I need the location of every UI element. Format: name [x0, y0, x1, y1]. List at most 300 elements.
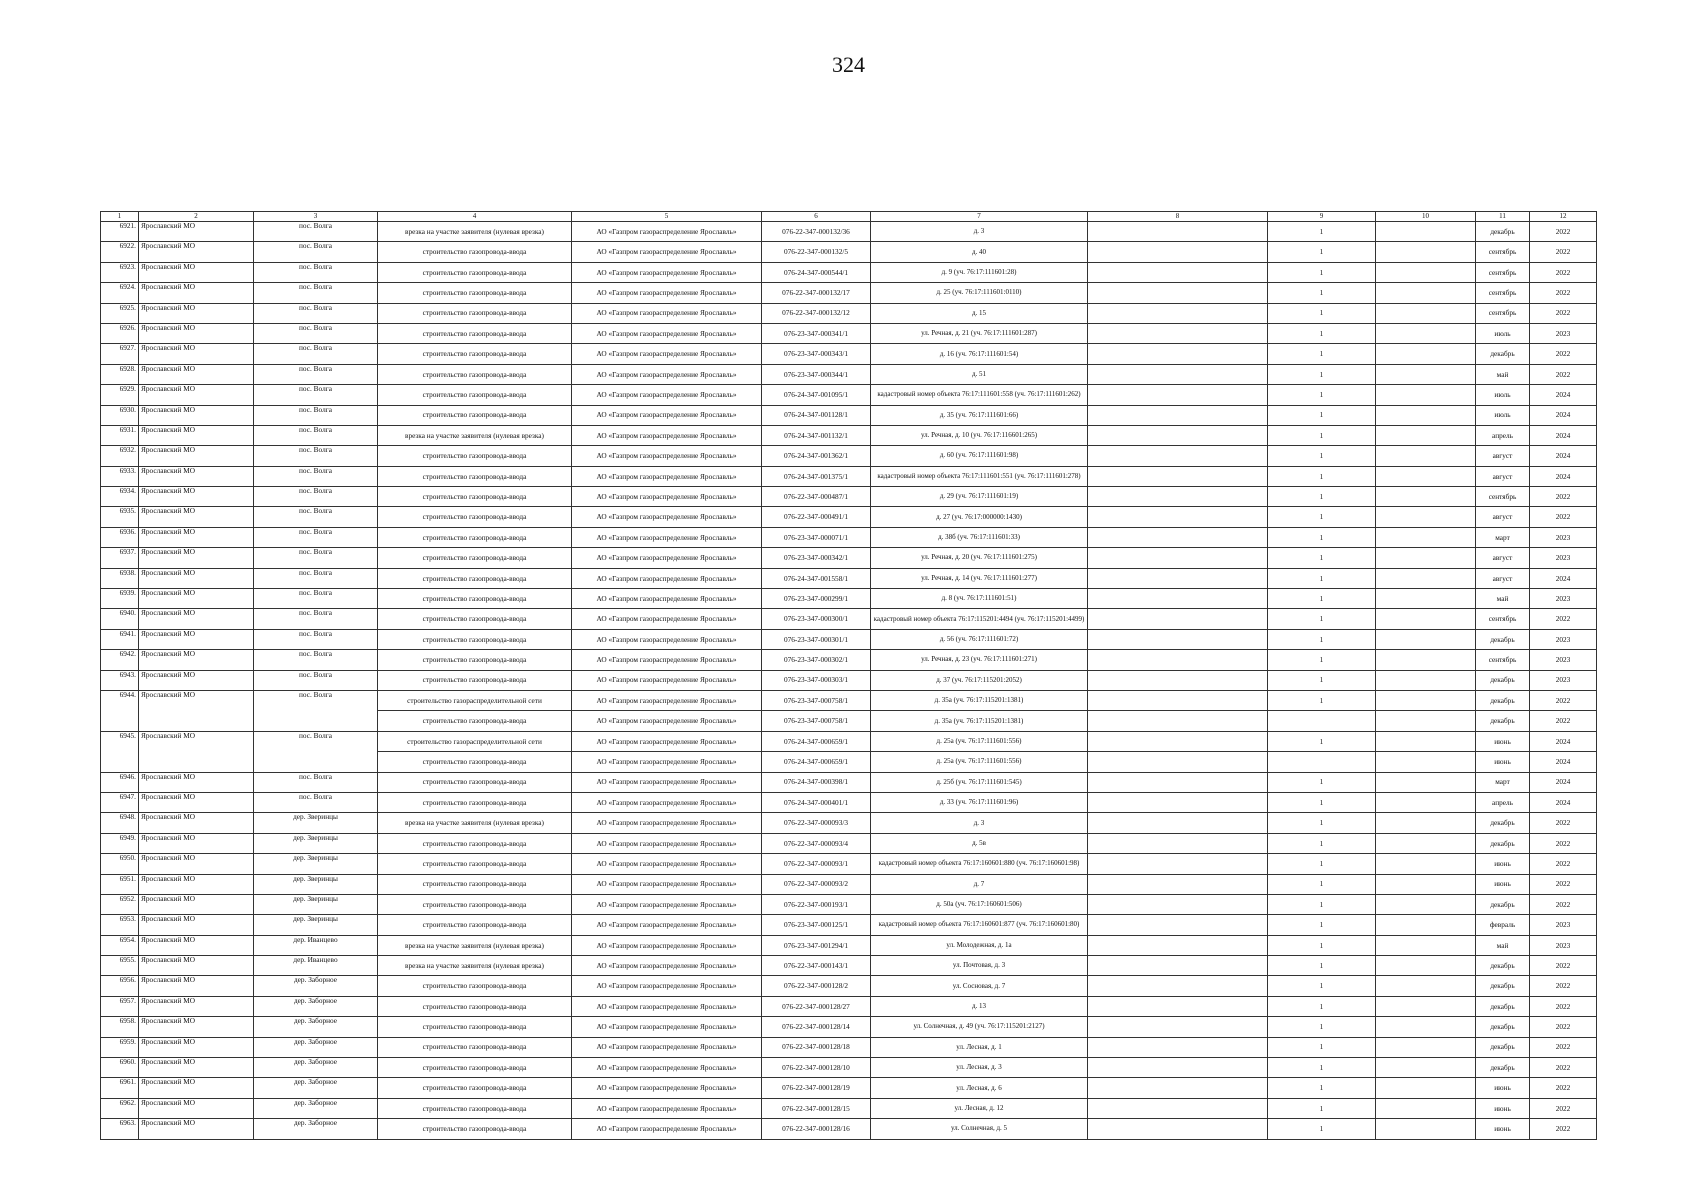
address-cell: д. 56 (уч. 76:17:111601:72)	[871, 629, 1088, 649]
locality-cell: пос. Волга	[254, 629, 378, 649]
table-row	[101, 894, 1597, 914]
empty-cell	[1088, 385, 1268, 405]
month-cell: декабрь	[1476, 629, 1530, 649]
work-type-cell: строительство газораспределительной сети	[378, 731, 572, 751]
locality-cell: пос. Волга	[254, 242, 378, 262]
year-cell: 2022	[1530, 364, 1597, 384]
empty-cell	[1376, 1058, 1476, 1078]
table-row	[101, 813, 1597, 833]
empty-cell	[1376, 303, 1476, 323]
empty-cell	[1376, 385, 1476, 405]
month-cell: декабрь	[1476, 690, 1530, 710]
work-type-cell: строительство газопровода-ввода	[378, 548, 572, 568]
address-cell: ул. Речная, д. 23 (уч. 76:17:111601:271)	[871, 650, 1088, 670]
empty-cell	[1088, 242, 1268, 262]
year-cell: 2022	[1530, 1098, 1597, 1118]
table-row	[101, 568, 1597, 588]
year-cell: 2022	[1530, 976, 1597, 996]
empty-cell	[1088, 548, 1268, 568]
organization-cell: АО «Газпром газораспределение Ярославль»	[572, 731, 762, 751]
month-cell: август	[1476, 446, 1530, 466]
address-cell: д. 35а (уч. 76:17:115201:1381)	[871, 711, 1088, 731]
empty-cell	[1088, 507, 1268, 527]
locality-cell: пос. Волга	[254, 527, 378, 547]
organization-cell: АО «Газпром газораспределение Ярославль»	[572, 609, 762, 629]
application-number-cell: 076-22-347-000128/14	[762, 1017, 871, 1037]
row-number-cell: 6934.	[101, 487, 139, 507]
month-cell: декабрь	[1476, 1058, 1530, 1078]
locality-cell: пос. Волга	[254, 385, 378, 405]
empty-cell	[1088, 487, 1268, 507]
row-number-cell: 6949.	[101, 833, 139, 853]
year-cell: 2022	[1530, 1119, 1597, 1139]
organization-cell: АО «Газпром газораспределение Ярославль»	[572, 670, 762, 690]
table-row	[101, 527, 1597, 547]
municipality-cell: Ярославский МО	[139, 629, 254, 649]
year-cell: 2022	[1530, 487, 1597, 507]
quantity-cell: 1	[1268, 1098, 1376, 1118]
work-type-cell: строительство газопровода-ввода	[378, 1119, 572, 1139]
month-cell: апрель	[1476, 425, 1530, 445]
month-cell: сентябрь	[1476, 650, 1530, 670]
organization-cell: АО «Газпром газораспределение Ярославль»	[572, 813, 762, 833]
work-type-cell: строительство газопровода-ввода	[378, 1037, 572, 1057]
work-type-cell: врезка на участке заявителя (нулевая врезка)	[378, 956, 572, 976]
application-number-cell: 076-24-347-001095/1	[762, 385, 871, 405]
organization-cell: АО «Газпром газораспределение Ярославль»	[572, 589, 762, 609]
organization-cell: АО «Газпром газораспределение Ярославль»	[572, 854, 762, 874]
work-type-cell: строительство газопровода-ввода	[378, 344, 572, 364]
empty-cell	[1088, 874, 1268, 894]
quantity-cell: 1	[1268, 1037, 1376, 1057]
work-type-cell: строительство газопровода-ввода	[378, 242, 572, 262]
address-cell: ул. Почтовая, д. 3	[871, 956, 1088, 976]
locality-cell: пос. Волга	[254, 446, 378, 466]
month-cell: сентябрь	[1476, 303, 1530, 323]
municipality-cell: Ярославский МО	[139, 609, 254, 629]
address-cell: д. 8 (уч. 76:17:111601:51)	[871, 589, 1088, 609]
month-cell: август	[1476, 568, 1530, 588]
locality-cell: дер. Заборное	[254, 1078, 378, 1098]
address-cell: кадастровый номер объекта 76:17:115201:4494 (уч. 76:17:115201:4499)	[871, 609, 1088, 629]
address-cell: д. 35 (уч. 76:17:111601:66)	[871, 405, 1088, 425]
organization-cell: АО «Газпром газораспределение Ярославль»	[572, 385, 762, 405]
quantity-cell: 1	[1268, 283, 1376, 303]
organization-cell: АО «Газпром газораспределение Ярославль»	[572, 833, 762, 853]
table-row	[101, 466, 1597, 486]
year-cell: 2022	[1530, 1058, 1597, 1078]
work-type-cell: строительство газопровода-ввода	[378, 466, 572, 486]
work-type-cell: строительство газопровода-ввода	[378, 1017, 572, 1037]
municipality-cell: Ярославский МО	[139, 792, 254, 812]
row-number-cell: 6956.	[101, 976, 139, 996]
municipality-cell: Ярославский МО	[139, 344, 254, 364]
year-cell: 2024	[1530, 731, 1597, 751]
year-cell: 2022	[1530, 283, 1597, 303]
year-cell: 2023	[1530, 548, 1597, 568]
empty-cell	[1088, 752, 1268, 772]
table-row	[101, 507, 1597, 527]
locality-cell: дер. Зверинцы	[254, 894, 378, 914]
empty-cell	[1376, 650, 1476, 670]
work-type-cell: строительство газопровода-ввода	[378, 996, 572, 1016]
organization-cell: АО «Газпром газораспределение Ярославль»	[572, 935, 762, 955]
quantity-cell: 1	[1268, 589, 1376, 609]
organization-cell: АО «Газпром газораспределение Ярославль»	[572, 915, 762, 935]
year-cell: 2022	[1530, 1037, 1597, 1057]
empty-cell	[1376, 935, 1476, 955]
table-row	[101, 833, 1597, 853]
month-cell: май	[1476, 364, 1530, 384]
locality-cell: пос. Волга	[254, 568, 378, 588]
empty-cell	[1376, 507, 1476, 527]
address-cell: ул. Солнечная, д. 5	[871, 1119, 1088, 1139]
application-number-cell: 076-23-347-000299/1	[762, 589, 871, 609]
empty-cell	[1088, 466, 1268, 486]
empty-cell	[1376, 344, 1476, 364]
quantity-cell: 1	[1268, 894, 1376, 914]
work-type-cell: строительство газопровода-ввода	[378, 262, 572, 282]
quantity-cell: 1	[1268, 262, 1376, 282]
row-number-cell: 6950.	[101, 854, 139, 874]
year-cell: 2022	[1530, 1017, 1597, 1037]
year-cell: 2022	[1530, 813, 1597, 833]
table-row	[101, 854, 1597, 874]
municipality-cell: Ярославский МО	[139, 303, 254, 323]
municipality-cell: Ярославский МО	[139, 976, 254, 996]
application-number-cell: 076-23-347-000125/1	[762, 915, 871, 935]
organization-cell: АО «Газпром газораспределение Ярославль»	[572, 548, 762, 568]
month-cell: июнь	[1476, 752, 1530, 772]
locality-cell: пос. Волга	[254, 344, 378, 364]
table-row	[101, 874, 1597, 894]
locality-cell: дер. Зверинцы	[254, 915, 378, 935]
municipality-cell: Ярославский МО	[139, 1078, 254, 1098]
organization-cell: АО «Газпром газораспределение Ярославль»	[572, 446, 762, 466]
month-cell: декабрь	[1476, 956, 1530, 976]
row-number-cell: 6963.	[101, 1119, 139, 1139]
organization-cell: АО «Газпром газораспределение Ярославль»	[572, 772, 762, 792]
work-type-cell: строительство газопровода-ввода	[378, 1078, 572, 1098]
year-cell: 2023	[1530, 323, 1597, 343]
locality-cell: дер. Зверинцы	[254, 854, 378, 874]
empty-cell	[1088, 772, 1268, 792]
table-row	[101, 1037, 1597, 1057]
address-cell: кадастровый номер объекта 76:17:160601:877 (уч. 76:17:160601:80)	[871, 915, 1088, 935]
organization-cell: АО «Газпром газораспределение Ярославль»	[572, 1017, 762, 1037]
organization-cell: АО «Газпром газораспределение Ярославль»	[572, 752, 762, 772]
month-cell: декабрь	[1476, 222, 1530, 242]
table-row	[101, 1119, 1597, 1139]
address-cell: д. 16 (уч. 76:17:111601:54)	[871, 344, 1088, 364]
empty-cell	[1376, 548, 1476, 568]
address-cell: д. 51	[871, 364, 1088, 384]
work-type-cell: строительство газопровода-ввода	[378, 854, 572, 874]
year-cell: 2023	[1530, 935, 1597, 955]
table-body	[101, 222, 1597, 1140]
address-cell: д. 29 (уч. 76:17:111601:19)	[871, 487, 1088, 507]
row-number-cell: 6958.	[101, 1017, 139, 1037]
quantity-cell: 1	[1268, 446, 1376, 466]
application-number-cell: 076-22-347-000193/1	[762, 894, 871, 914]
row-number-cell: 6925.	[101, 303, 139, 323]
application-number-cell: 076-22-347-000132/5	[762, 242, 871, 262]
quantity-cell: 1	[1268, 323, 1376, 343]
table-row	[101, 589, 1597, 609]
quantity-cell: 1	[1268, 425, 1376, 445]
empty-cell	[1088, 731, 1268, 751]
address-cell: д. 25б (уч. 76:17:111601:545)	[871, 772, 1088, 792]
application-number-cell: 076-24-347-000401/1	[762, 792, 871, 812]
quantity-cell: 1	[1268, 1078, 1376, 1098]
empty-cell	[1376, 629, 1476, 649]
organization-cell: АО «Газпром газораспределение Ярославль»	[572, 976, 762, 996]
quantity-cell: 1	[1268, 772, 1376, 792]
column-header: 6	[762, 212, 871, 222]
year-cell: 2024	[1530, 425, 1597, 445]
organization-cell: АО «Газпром газораспределение Ярославль»	[572, 487, 762, 507]
empty-cell	[1376, 1037, 1476, 1057]
table-row	[101, 222, 1597, 242]
row-number-cell: 6961.	[101, 1078, 139, 1098]
row-number-cell: 6926.	[101, 323, 139, 343]
month-cell: июнь	[1476, 1098, 1530, 1118]
quantity-cell: 1	[1268, 690, 1376, 710]
address-cell: ул. Лесная, д. 6	[871, 1078, 1088, 1098]
work-type-cell: строительство газопровода-ввода	[378, 629, 572, 649]
work-type-cell: строительство газопровода-ввода	[378, 385, 572, 405]
row-number-cell: 6954.	[101, 935, 139, 955]
municipality-cell: Ярославский МО	[139, 894, 254, 914]
application-number-cell: 076-24-347-001375/1	[762, 466, 871, 486]
application-number-cell: 076-22-347-000128/2	[762, 976, 871, 996]
row-number-cell: 6947.	[101, 792, 139, 812]
municipality-cell: Ярославский МО	[139, 364, 254, 384]
empty-cell	[1376, 670, 1476, 690]
empty-cell	[1088, 813, 1268, 833]
quantity-cell: 1	[1268, 874, 1376, 894]
address-cell: ул. Молодежная, д. 1а	[871, 935, 1088, 955]
organization-cell: АО «Газпром газораспределение Ярославль»	[572, 1119, 762, 1139]
empty-cell	[1088, 568, 1268, 588]
empty-cell	[1088, 894, 1268, 914]
organization-cell: АО «Газпром газораспределение Ярославль»	[572, 527, 762, 547]
organization-cell: АО «Газпром газораспределение Ярославль»	[572, 1078, 762, 1098]
empty-cell	[1376, 527, 1476, 547]
empty-cell	[1376, 446, 1476, 466]
table-row	[101, 976, 1597, 996]
month-cell: декабрь	[1476, 976, 1530, 996]
year-cell: 2024	[1530, 568, 1597, 588]
table-row	[101, 1098, 1597, 1118]
quantity-cell: 1	[1268, 344, 1376, 364]
application-number-cell: 076-23-347-000758/1	[762, 711, 871, 731]
table-row	[101, 548, 1597, 568]
empty-cell	[1376, 262, 1476, 282]
municipality-cell: Ярославский МО	[139, 242, 254, 262]
empty-cell	[1088, 854, 1268, 874]
work-type-cell: строительство газопровода-ввода	[378, 792, 572, 812]
column-header: 3	[254, 212, 378, 222]
month-cell: декабрь	[1476, 1017, 1530, 1037]
address-cell: д. 25 (уч. 76:17:111601:0110)	[871, 283, 1088, 303]
row-number-cell: 6944.	[101, 690, 139, 731]
municipality-cell: Ярославский МО	[139, 996, 254, 1016]
empty-cell	[1088, 976, 1268, 996]
column-header: 12	[1530, 212, 1597, 222]
empty-cell	[1088, 1058, 1268, 1078]
address-cell: кадастровый номер объекта 76:17:160601:880 (уч. 76:17:160601:98)	[871, 854, 1088, 874]
table-row	[101, 792, 1597, 812]
work-type-cell: врезка на участке заявителя (нулевая врезка)	[378, 813, 572, 833]
application-number-cell: 076-22-347-000491/1	[762, 507, 871, 527]
year-cell: 2022	[1530, 996, 1597, 1016]
application-number-cell: 076-24-347-001558/1	[762, 568, 871, 588]
quantity-cell: 1	[1268, 731, 1376, 751]
locality-cell: пос. Волга	[254, 364, 378, 384]
empty-cell	[1088, 711, 1268, 731]
month-cell: май	[1476, 935, 1530, 955]
table-row	[101, 1078, 1597, 1098]
work-type-cell: строительство газопровода-ввода	[378, 670, 572, 690]
organization-cell: АО «Газпром газораспределение Ярославль»	[572, 568, 762, 588]
organization-cell: АО «Газпром газораспределение Ярославль»	[572, 874, 762, 894]
row-number-cell: 6951.	[101, 874, 139, 894]
row-number-cell: 6960.	[101, 1058, 139, 1078]
locality-cell: дер. Иванцево	[254, 935, 378, 955]
row-number-cell: 6927.	[101, 344, 139, 364]
organization-cell: АО «Газпром газораспределение Ярославль»	[572, 283, 762, 303]
work-type-cell: строительство газопровода-ввода	[378, 1098, 572, 1118]
municipality-cell: Ярославский МО	[139, 385, 254, 405]
organization-cell: АО «Газпром газораспределение Ярославль»	[572, 242, 762, 262]
month-cell: декабрь	[1476, 894, 1530, 914]
locality-cell: пос. Волга	[254, 487, 378, 507]
municipality-cell: Ярославский МО	[139, 425, 254, 445]
empty-cell	[1088, 833, 1268, 853]
address-cell: ул. Лесная, д. 3	[871, 1058, 1088, 1078]
locality-cell: пос. Волга	[254, 222, 378, 242]
locality-cell: пос. Волга	[254, 670, 378, 690]
application-number-cell: 076-22-347-000128/27	[762, 996, 871, 1016]
quantity-cell: 1	[1268, 833, 1376, 853]
organization-cell: АО «Газпром газораспределение Ярославль»	[572, 629, 762, 649]
address-cell: д. 60 (уч. 76:17:111601:98)	[871, 446, 1088, 466]
organization-cell: АО «Газпром газораспределение Ярославль»	[572, 364, 762, 384]
application-number-cell: 076-24-347-000398/1	[762, 772, 871, 792]
municipality-cell: Ярославский МО	[139, 323, 254, 343]
quantity-cell: 1	[1268, 507, 1376, 527]
application-number-cell: 076-22-347-000093/4	[762, 833, 871, 853]
month-cell: июнь	[1476, 1119, 1530, 1139]
table-row	[101, 690, 1597, 710]
quantity-cell: 1	[1268, 466, 1376, 486]
row-number-cell: 6962.	[101, 1098, 139, 1118]
application-number-cell: 076-24-347-000659/1	[762, 752, 871, 772]
locality-cell: дер. Зверинцы	[254, 813, 378, 833]
empty-cell	[1088, 344, 1268, 364]
row-number-cell: 6938.	[101, 568, 139, 588]
application-number-cell: 076-22-347-000143/1	[762, 956, 871, 976]
quantity-cell: 1	[1268, 1058, 1376, 1078]
work-type-cell: строительство газопровода-ввода	[378, 1058, 572, 1078]
application-number-cell: 076-23-347-000071/1	[762, 527, 871, 547]
locality-cell: дер. Заборное	[254, 996, 378, 1016]
year-cell: 2023	[1530, 589, 1597, 609]
empty-cell	[1088, 609, 1268, 629]
locality-cell: пос. Волга	[254, 262, 378, 282]
application-number-cell: 076-23-347-000301/1	[762, 629, 871, 649]
work-type-cell: строительство газопровода-ввода	[378, 323, 572, 343]
row-number-cell: 6929.	[101, 385, 139, 405]
work-type-cell: строительство газопровода-ввода	[378, 527, 572, 547]
address-cell: ул. Речная, д. 21 (уч. 76:17:111601:287)	[871, 323, 1088, 343]
municipality-cell: Ярославский МО	[139, 772, 254, 792]
municipality-cell: Ярославский МО	[139, 487, 254, 507]
municipality-cell: Ярославский МО	[139, 813, 254, 833]
application-number-cell: 076-23-347-000344/1	[762, 364, 871, 384]
work-type-cell: строительство газопровода-ввода	[378, 303, 572, 323]
month-cell: июль	[1476, 385, 1530, 405]
empty-cell	[1088, 792, 1268, 812]
row-number-cell: 6939.	[101, 589, 139, 609]
empty-cell	[1088, 956, 1268, 976]
empty-cell	[1088, 650, 1268, 670]
empty-cell	[1376, 1078, 1476, 1098]
work-type-cell: врезка на участке заявителя (нулевая врезка)	[378, 222, 572, 242]
row-number-cell: 6955.	[101, 956, 139, 976]
quantity-cell: 1	[1268, 568, 1376, 588]
empty-cell	[1376, 874, 1476, 894]
table-row	[101, 262, 1597, 282]
empty-cell	[1376, 731, 1476, 751]
work-type-cell: строительство газопровода-ввода	[378, 507, 572, 527]
year-cell: 2022	[1530, 222, 1597, 242]
work-type-cell: строительство газопровода-ввода	[378, 609, 572, 629]
application-number-cell: 076-22-347-000093/2	[762, 874, 871, 894]
row-number-cell: 6930.	[101, 405, 139, 425]
organization-cell: АО «Газпром газораспределение Ярославль»	[572, 303, 762, 323]
row-number-cell: 6937.	[101, 548, 139, 568]
month-cell: февраль	[1476, 915, 1530, 935]
application-number-cell: 076-23-347-000342/1	[762, 548, 871, 568]
empty-cell	[1376, 996, 1476, 1016]
row-number-cell: 6933.	[101, 466, 139, 486]
application-number-cell: 076-24-347-001132/1	[762, 425, 871, 445]
quantity-cell: 1	[1268, 242, 1376, 262]
locality-cell: дер. Зверинцы	[254, 874, 378, 894]
column-header: 4	[378, 212, 572, 222]
month-cell: сентябрь	[1476, 609, 1530, 629]
application-number-cell: 076-23-347-000300/1	[762, 609, 871, 629]
row-number-cell: 6940.	[101, 609, 139, 629]
municipality-cell: Ярославский МО	[139, 548, 254, 568]
row-number-cell: 6943.	[101, 670, 139, 690]
organization-cell: АО «Газпром газораспределение Ярославль»	[572, 711, 762, 731]
register-table	[100, 211, 1597, 1140]
application-number-cell: 076-22-347-000132/17	[762, 283, 871, 303]
table-row	[101, 670, 1597, 690]
year-cell: 2024	[1530, 466, 1597, 486]
work-type-cell: строительство газопровода-ввода	[378, 364, 572, 384]
work-type-cell: строительство газопровода-ввода	[378, 283, 572, 303]
application-number-cell: 076-22-347-000128/18	[762, 1037, 871, 1057]
year-cell: 2022	[1530, 690, 1597, 710]
address-cell: ул. Речная, д. 10 (уч. 76:17:116601:265)	[871, 425, 1088, 445]
quantity-cell	[1268, 752, 1376, 772]
table-row	[101, 650, 1597, 670]
municipality-cell: Ярославский МО	[139, 466, 254, 486]
